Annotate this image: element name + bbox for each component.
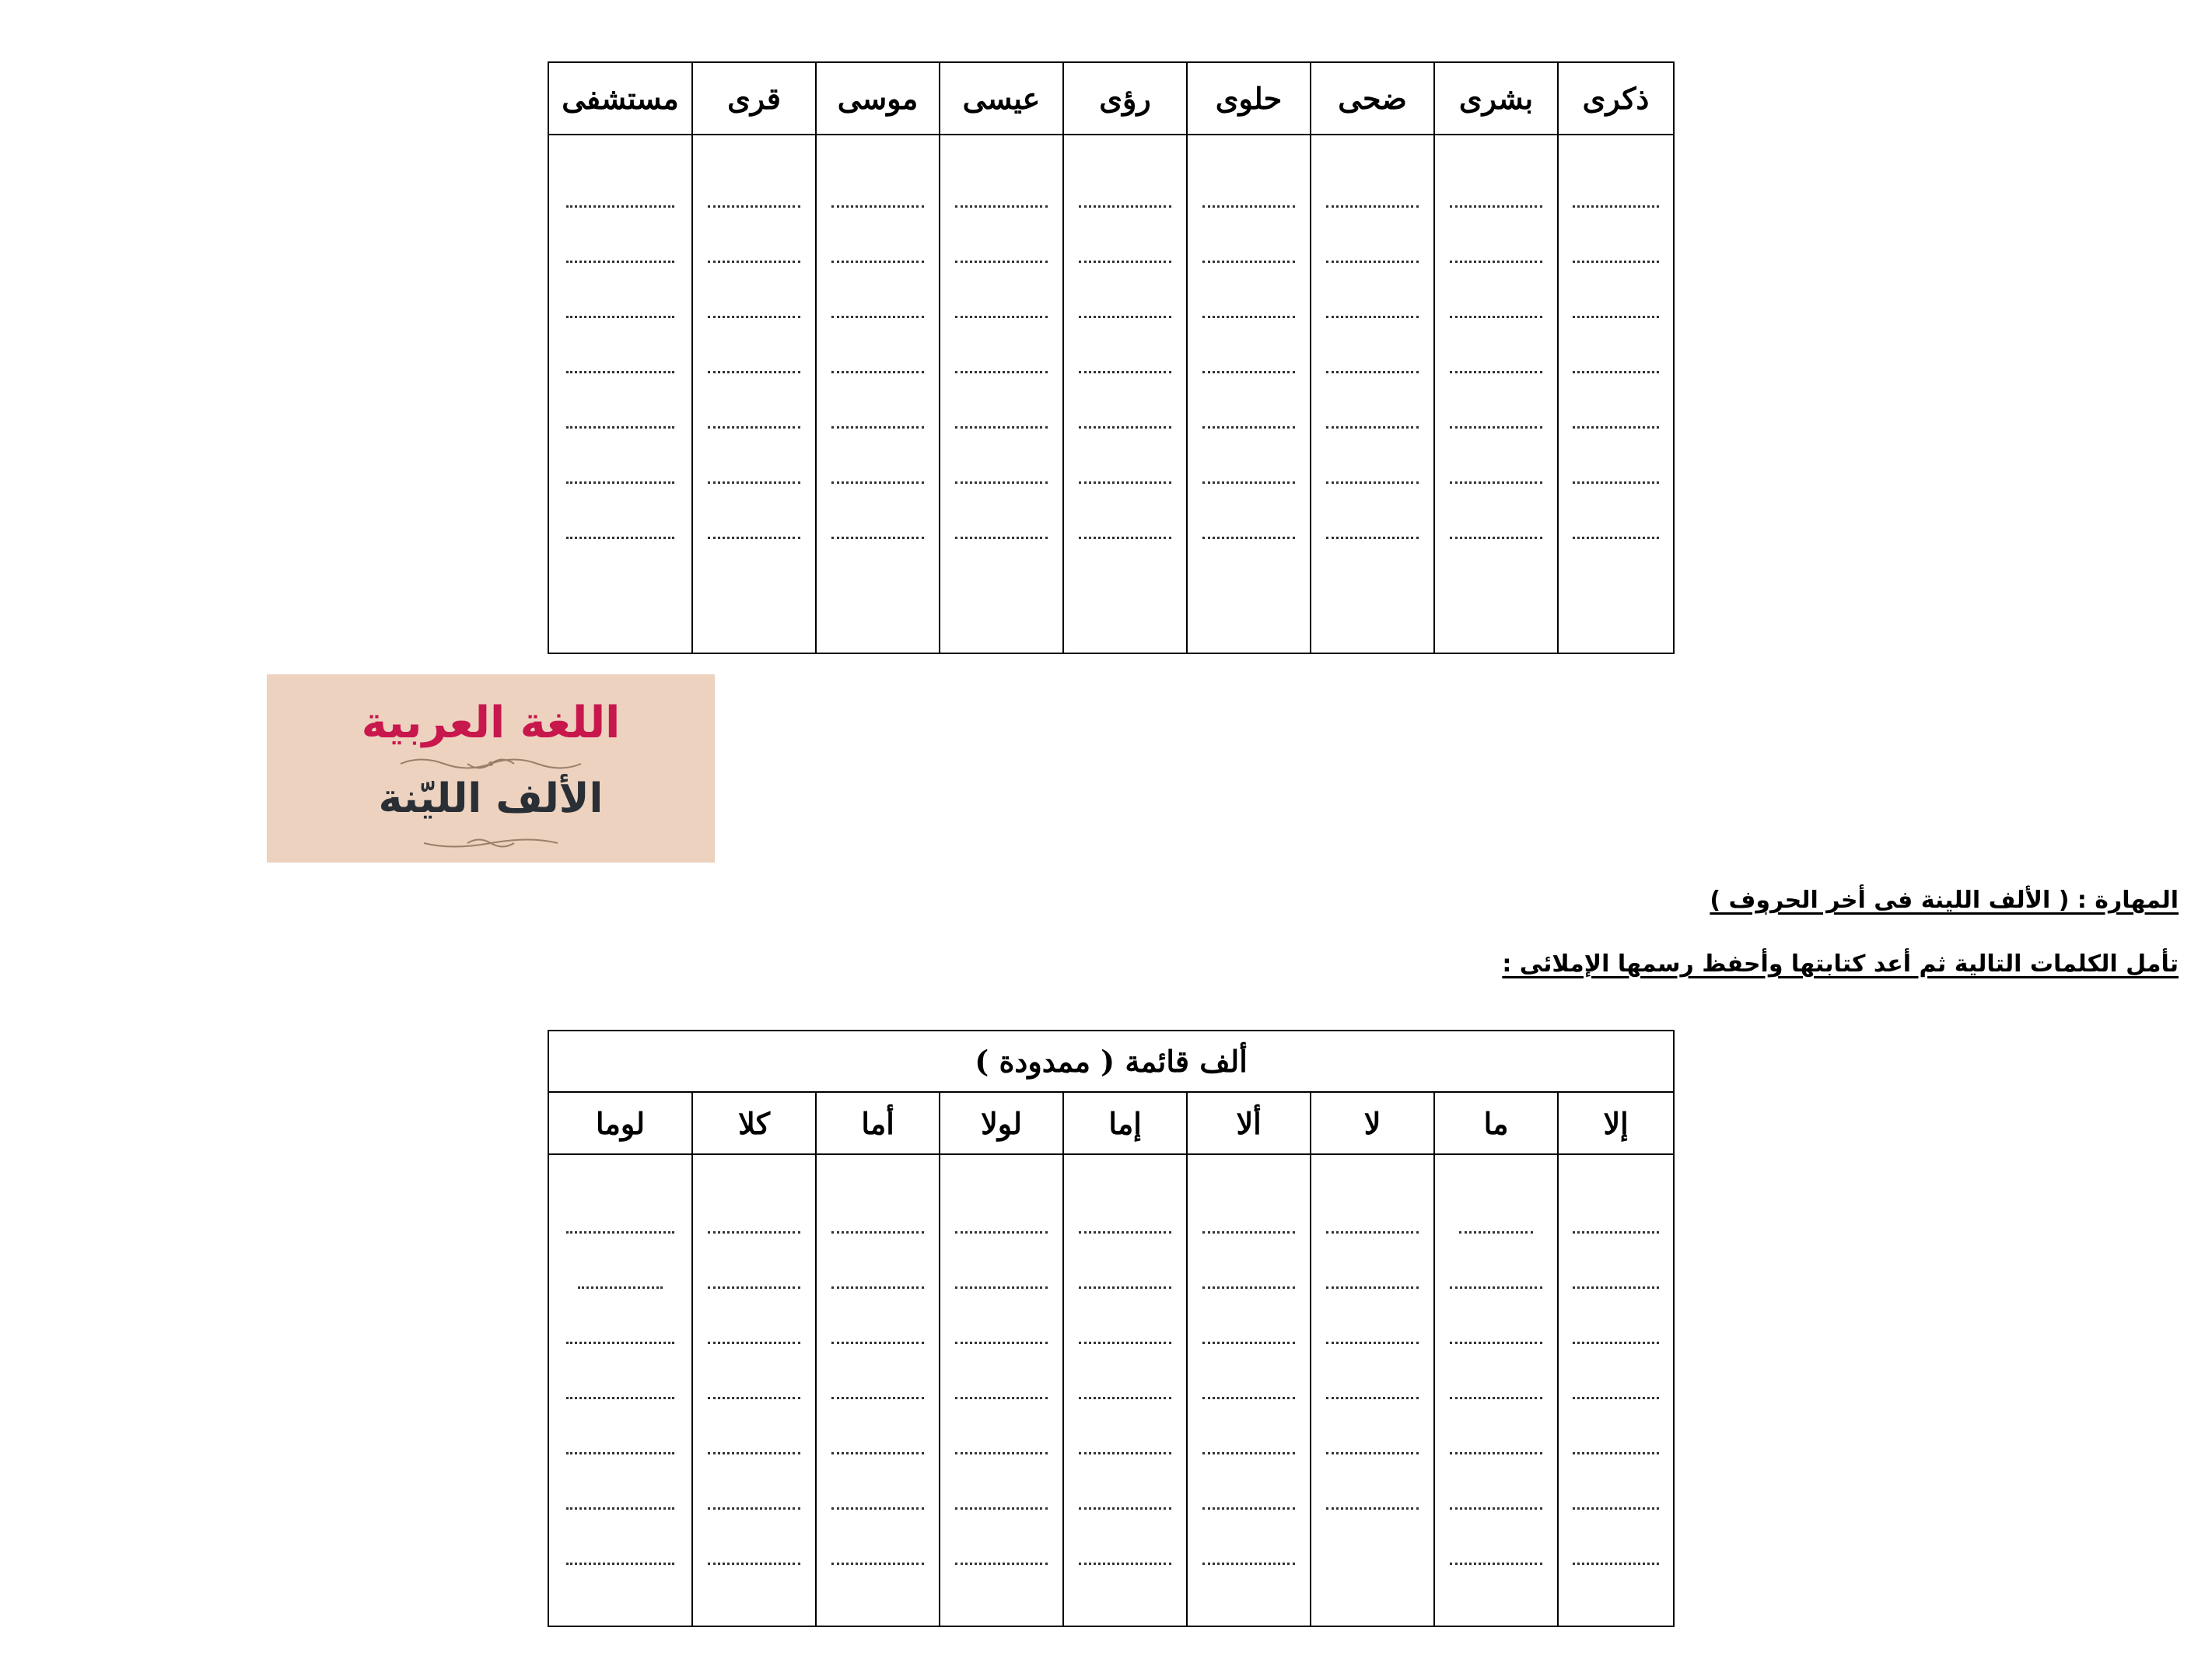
word-header: ضحى (1311, 62, 1434, 135)
word-header: حلوى (1187, 62, 1311, 135)
dotted-lines (1064, 1155, 1186, 1565)
word-header: رؤى (1063, 62, 1187, 135)
writing-cell[interactable] (1187, 1154, 1311, 1626)
top-table-header-row (548, 62, 1674, 135)
writing-cell[interactable] (548, 1154, 692, 1626)
dotted-lines (1435, 135, 1557, 539)
word-header: إما (1063, 1092, 1187, 1154)
word-header: عيسى (940, 62, 1063, 135)
word-header: لا (1311, 1092, 1434, 1154)
dotted-lines (1064, 135, 1186, 539)
dotted-lines (693, 1155, 815, 1565)
writing-cell[interactable] (1311, 1154, 1434, 1626)
bottom-practice-table (548, 1030, 1675, 1627)
bottom-table-header-row (548, 1092, 1674, 1154)
dotted-lines (693, 135, 815, 539)
word-header: بشرى (1434, 62, 1558, 135)
writing-cell[interactable] (816, 135, 940, 653)
word-header: لوما (548, 1092, 692, 1154)
writing-cell[interactable] (548, 135, 692, 653)
word-header: لولا (940, 1092, 1063, 1154)
top-practice-table (548, 61, 1675, 654)
card-title-soft-alif: الألف الليّنة (378, 775, 604, 822)
writing-cell[interactable] (1063, 1154, 1187, 1626)
writing-cell[interactable] (940, 1154, 1063, 1626)
dotted-lines (549, 135, 691, 539)
ornament-divider-icon (397, 754, 584, 774)
dotted-lines (1311, 1155, 1433, 1565)
word-header: إلا (1558, 1092, 1674, 1154)
word-header: كلا (692, 1092, 816, 1154)
word-header: موسى (816, 62, 940, 135)
writing-cell[interactable] (1434, 1154, 1558, 1626)
dotted-lines (1559, 1155, 1673, 1565)
dotted-lines (1188, 1155, 1310, 1565)
word-header: أما (816, 1092, 940, 1154)
writing-cell[interactable] (1063, 135, 1187, 653)
dotted-lines (817, 1155, 939, 1565)
task-instruction: تأمل الكلمات التالية ثم أعد كتابتها وأحفظ رسمها الإملائى : (1502, 950, 2179, 978)
group-title-row (548, 1031, 1674, 1092)
group-title: ألف قائمة ( ممدودة ) (548, 1031, 1674, 1092)
skill-instruction: المهارة : ( الألف اللينة فى أخر الحروف ) (1710, 887, 2179, 914)
dotted-lines (1311, 135, 1433, 539)
writing-cell[interactable] (1311, 135, 1434, 653)
dotted-lines (549, 1155, 691, 1565)
dotted-lines (940, 1155, 1062, 1565)
dotted-lines (1435, 1155, 1557, 1565)
top-table-writing-row (548, 135, 1674, 653)
writing-cell[interactable] (940, 135, 1063, 653)
word-header: قرى (692, 62, 816, 135)
dotted-lines (1559, 135, 1673, 539)
writing-cell[interactable] (692, 135, 816, 653)
word-header: ما (1434, 1092, 1558, 1154)
title-card (267, 674, 715, 863)
ornament-divider-icon (421, 835, 561, 852)
bottom-table-writing-row (548, 1154, 1674, 1626)
word-header: مستشفى (548, 62, 692, 135)
dotted-lines (940, 135, 1062, 539)
dotted-lines (1188, 135, 1310, 539)
writing-cell[interactable] (1187, 135, 1311, 653)
dotted-lines (817, 135, 939, 539)
writing-cell[interactable] (1558, 135, 1674, 653)
writing-cell[interactable] (816, 1154, 940, 1626)
word-header: ذكرى (1558, 62, 1674, 135)
card-title-arabic-language: اللغة العربية (361, 698, 621, 748)
word-header: ألا (1187, 1092, 1311, 1154)
writing-cell[interactable] (1434, 135, 1558, 653)
writing-cell[interactable] (1558, 1154, 1674, 1626)
writing-cell[interactable] (692, 1154, 816, 1626)
